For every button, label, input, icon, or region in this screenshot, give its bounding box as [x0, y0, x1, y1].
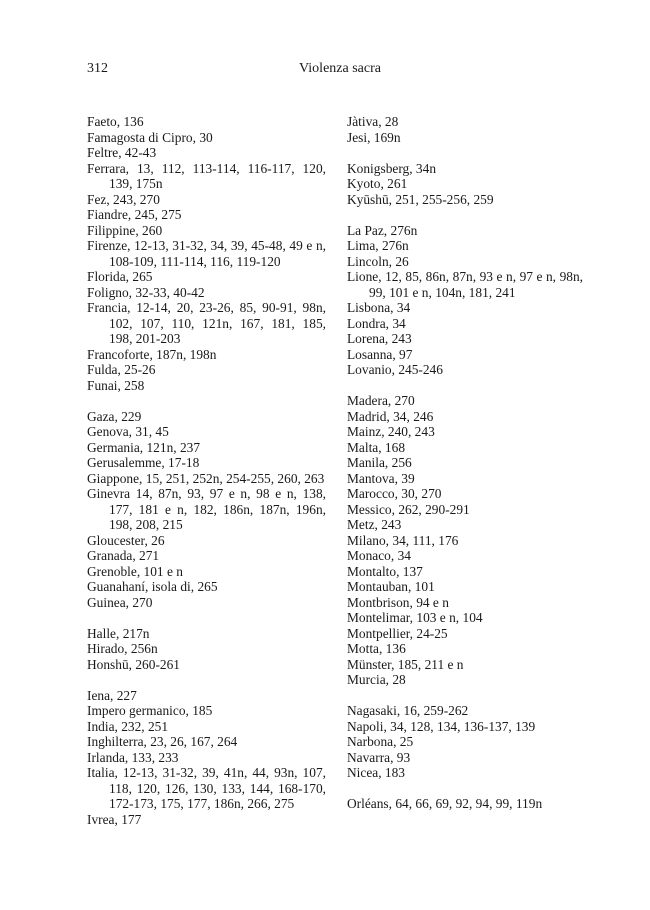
- index-entry: Monaco, 34: [347, 548, 411, 563]
- index-entry: Montalto, 137: [347, 563, 423, 579]
- index-entry: Impero germanico, 185: [87, 703, 213, 718]
- index-entry: Faeto, 136: [87, 114, 144, 129]
- index-entry: Losanna, 97: [347, 346, 413, 362]
- index-entry: Germania, 121n, 237: [87, 439, 201, 455]
- index-entry: Napoli, 34, 128, 134, 136-137, 139: [347, 718, 536, 734]
- index-entry: Francoforte, 187n, 198n: [87, 346, 217, 362]
- index-entry: Montauban, 101: [347, 579, 435, 594]
- index-entry: Lione, 12, 85, 86n, 87n, 93 e n, 97 e n, 98n, 99, 101 e n, 104n, 181, 241: [347, 269, 583, 300]
- index-entry: Fiandre, 245, 275: [87, 207, 182, 222]
- index-entry: Firenze, 12-13, 31-32, 34, 39, 45-48, 49 e n, 108-109, 111-114, 116, 119-120: [87, 238, 326, 269]
- index-entry: Konigsberg, 34n: [347, 160, 437, 176]
- index-entry: Honshū, 260-261: [87, 656, 180, 672]
- index-entry: Lima, 276n: [347, 238, 409, 253]
- index-entry: Madera, 270: [347, 393, 415, 408]
- index-entry: Marocco, 30, 270: [347, 486, 442, 501]
- index-entry: Ferrara, 13, 112, 113-114, 116-117, 120, 139, 175n: [87, 160, 326, 191]
- index-entry: Fulda, 25-26: [87, 362, 156, 377]
- index-entry: Orléans, 64, 66, 69, 92, 94, 99, 119n: [347, 796, 543, 811]
- index-entry: Montpellier, 24-25: [347, 625, 448, 641]
- index-column-right: [347, 114, 583, 812]
- index-entry: Inghilterra, 23, 26, 167, 264: [87, 734, 238, 749]
- index-entry: Giappone, 15, 251, 252n, 254-255, 260, 263: [87, 470, 325, 486]
- index-entry: Famagosta di Cipro, 30: [87, 129, 213, 145]
- index-entry: Madrid, 34, 246: [347, 408, 434, 424]
- index-entry: Lovanio, 245-246: [347, 362, 443, 377]
- index-entry: Feltre, 42-43: [87, 145, 157, 160]
- index-entry: Francia, 12-14, 20, 23-26, 85, 90-91, 98n, 102, 107, 110, 121n, 167, 181, 185, 198, 201-203: [87, 300, 326, 346]
- index-entry: Malta, 168: [347, 439, 406, 455]
- running-title: Violenza sacra: [299, 61, 381, 76]
- index-entry: Londra, 34: [347, 315, 406, 331]
- index-entry: Jesi, 169n: [347, 129, 401, 145]
- index-entry: Grenoble, 101 e n: [87, 563, 183, 579]
- index-entry: Lisbona, 34: [347, 300, 411, 315]
- index-entry: Nagasaki, 16, 259-262: [347, 703, 469, 718]
- index-entry: Lorena, 243: [347, 331, 412, 346]
- index-column-left: [87, 114, 326, 827]
- index-entry: Kyūshū, 251, 255-256, 259: [347, 191, 494, 207]
- index-entry: Nicea, 183: [347, 765, 406, 780]
- index-entry: Foligno, 32-33, 40-42: [87, 284, 205, 300]
- index-entry: Ivrea, 177: [87, 811, 142, 827]
- index-entry: Iena, 227: [87, 687, 137, 703]
- index-entry: Genova, 31, 45: [87, 424, 169, 439]
- index-entry: Messico, 262, 290-291: [347, 501, 470, 517]
- index-entry: Irlanda, 133, 233: [87, 749, 179, 765]
- index-entry: Mainz, 240, 243: [347, 424, 435, 439]
- index-entry: Lincoln, 26: [347, 253, 409, 269]
- index-entry: Ginevra 14, 87n, 93, 97 e n, 98 e n, 138, 177, 181 e n, 182, 186n, 187n, 196n, 198, 208, 215: [87, 486, 326, 532]
- index-entry: Narbona, 25: [347, 734, 414, 749]
- page-number: 312: [87, 61, 108, 76]
- index-entry: Italia, 12-13, 31-32, 39, 41n, 44, 93n, 107, 118, 120, 126, 130, 133, 144, 168-170, 172-173, 175, 177, 186n, 266, 275: [87, 765, 326, 811]
- index-entry: Fez, 243, 270: [87, 191, 160, 207]
- index-entry: Guanahaní, isola di, 265: [87, 579, 218, 594]
- index-entry: Murcia, 28: [347, 672, 406, 687]
- index-entry: Navarra, 93: [347, 749, 411, 765]
- index-entry: La Paz, 276n: [347, 222, 418, 238]
- index-entry: Metz, 243: [347, 517, 402, 532]
- index-entry: Motta, 136: [347, 641, 406, 656]
- index-entry: Guinea, 270: [87, 594, 153, 610]
- index-entry: Hirado, 256n: [87, 641, 158, 656]
- index-entry: Milano, 34, 111, 176: [347, 532, 459, 548]
- index-entry: Funai, 258: [87, 377, 145, 393]
- index-entry: India, 232, 251: [87, 718, 169, 734]
- index-entry: Montelimar, 103 e n, 104: [347, 610, 483, 625]
- index-entry: Münster, 185, 211 e n: [347, 656, 464, 672]
- index-entry: Gaza, 229: [87, 408, 142, 424]
- index-entry: Granada, 271: [87, 548, 160, 563]
- index-entry: Jàtiva, 28: [347, 114, 399, 129]
- index-entry: Manila, 256: [347, 455, 412, 470]
- index-entry: Halle, 217n: [87, 625, 150, 641]
- index-entry: Kyoto, 261: [347, 176, 408, 191]
- index-entry: Filippine, 260: [87, 222, 163, 238]
- index-entry: Montbrison, 94 e n: [347, 594, 449, 610]
- index-entry: Gloucester, 26: [87, 532, 165, 548]
- index-entry: Gerusalemme, 17-18: [87, 455, 200, 470]
- index-entry: Mantova, 39: [347, 470, 415, 486]
- index-entry: Florida, 265: [87, 269, 153, 284]
